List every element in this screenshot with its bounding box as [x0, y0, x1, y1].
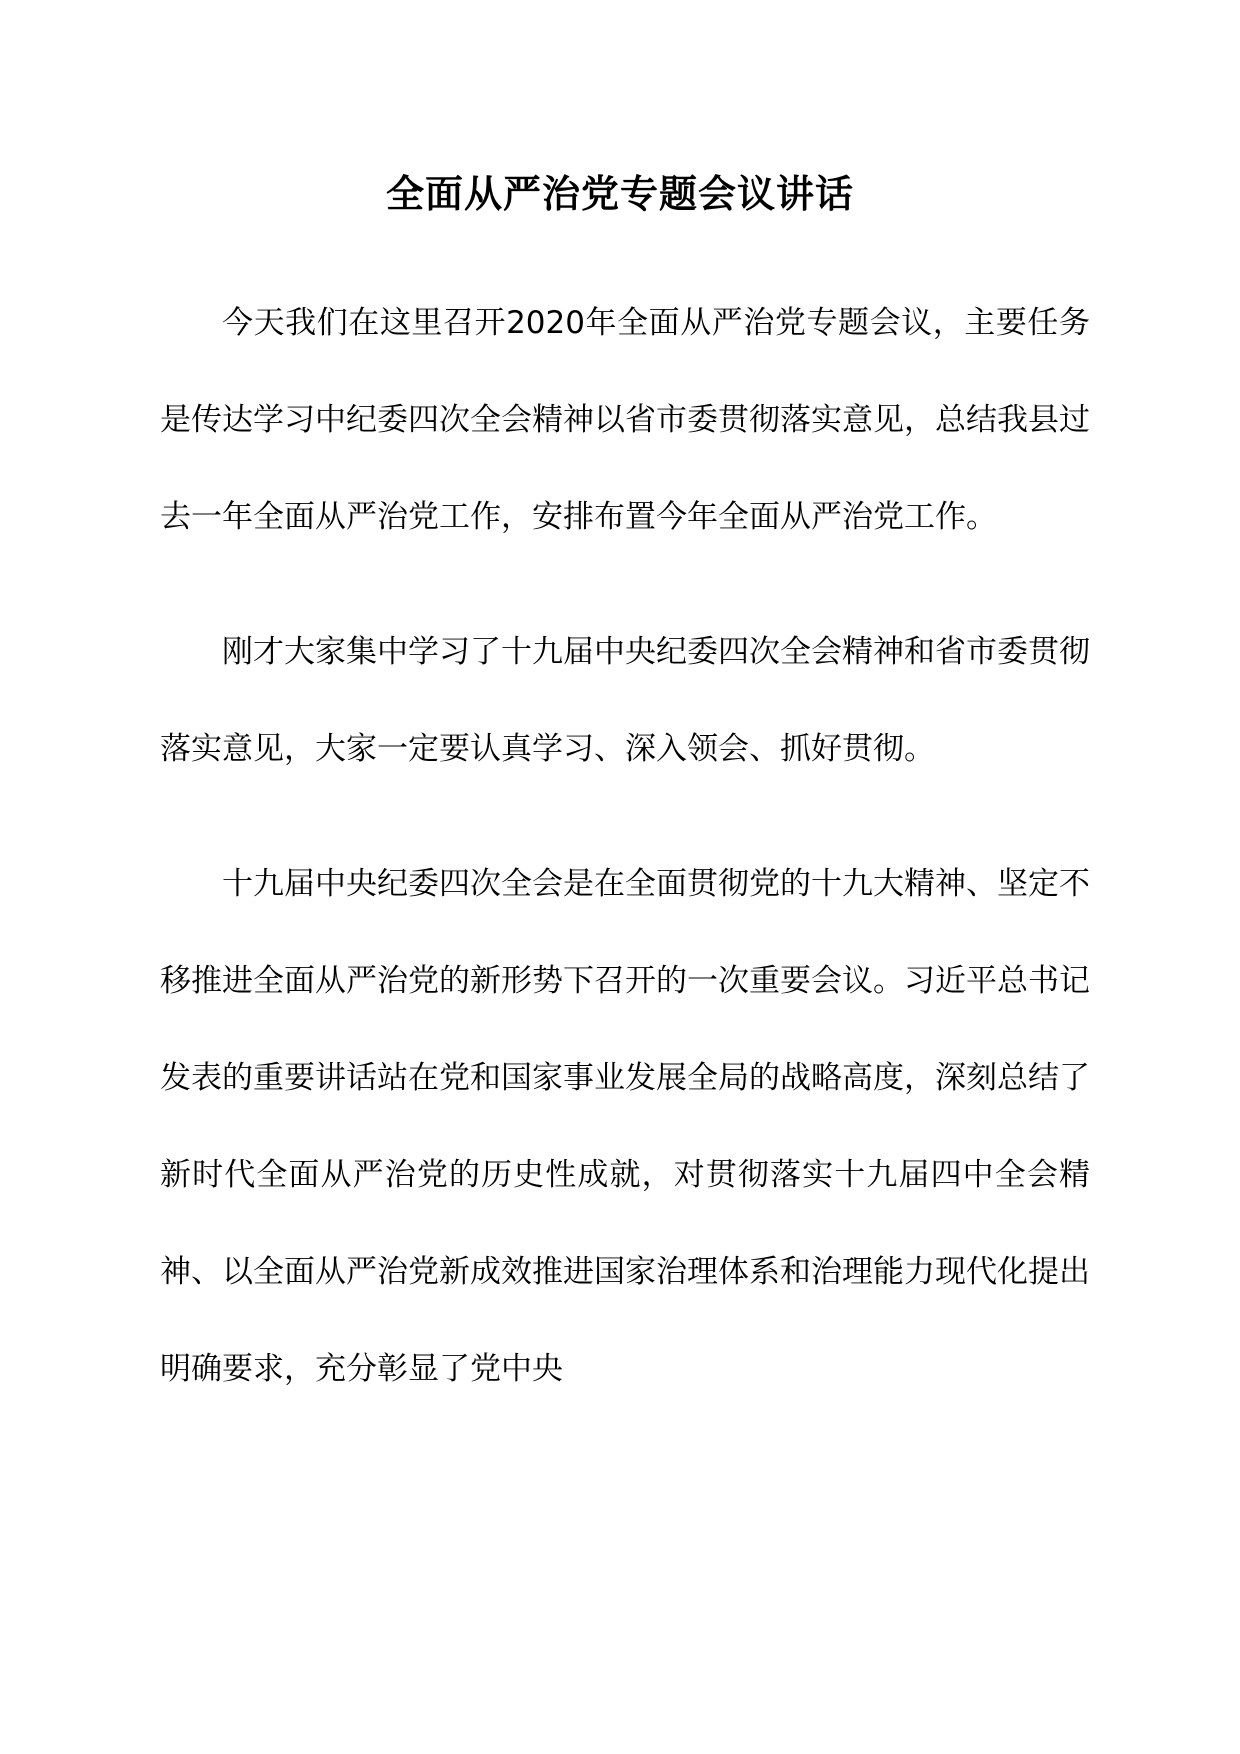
paragraph-2: 刚才大家集中学习了十九届中央纪委四次全会精神和省市委贯彻落实意见，大家一定要认真学习、深入领会、抓好贯彻。 [160, 634, 1090, 767]
page-title: 全面从严治党专题会议讲话 [385, 172, 854, 216]
paragraph-3: 十九届中央纪委四次全会是在全面贯彻党的十九大精神、坚定不移推进全面从严治党的新形势下召开的一次重要会议。习近平总书记发表的重要讲话站在党和国家事业发展全局的战略高度，深刻总结了新时代全面从严治党的历史性成就，对贯彻落实十九届四中全会精神、以全面从严治党新成效推进国家治理体系和治理能力现代化提出明确要求，充分彰显了党中央 [160, 866, 1090, 1387]
paragraph-1: 今天我们在这里召开2020年全面从严治党专题会议，主要任务是传达学习中纪委四次全会精神以省市委贯彻落实意见，总结我县过去一年全面从严治党工作，安排布置今年全面从严治党工作。 [160, 305, 1090, 535]
document-body [160, 275, 1090, 1456]
